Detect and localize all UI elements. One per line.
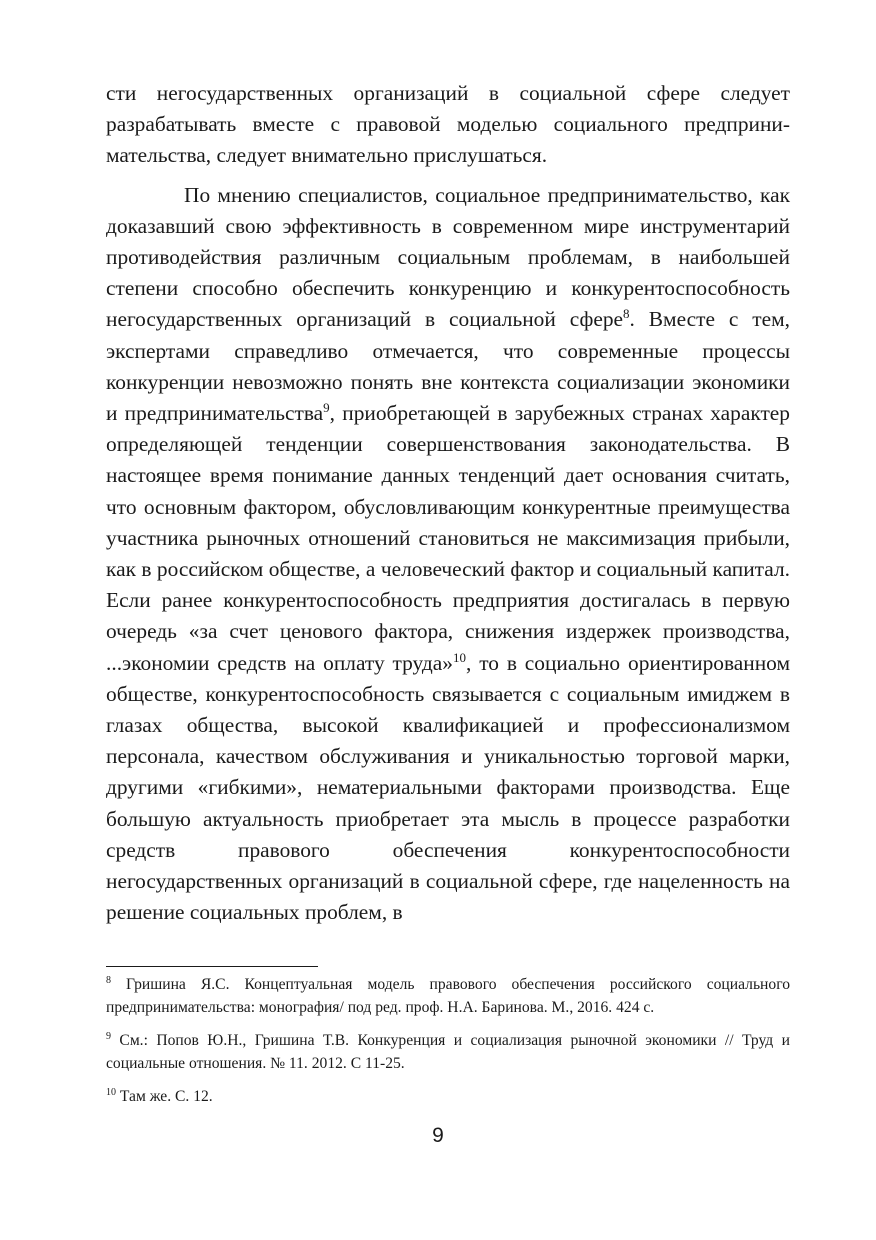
paragraph-continued: сти негосударственных организаций в социальной сфере следует разрабатывать вместе с правовой моделью социального предпринимательства, следует внимательно прислушаться. — [106, 81, 790, 168]
footnote-text: См.: Попов Ю.Н., Гришина Т.В. Конкуренция и социализация рыночной экономики // Труд и социальные отношения. № 11. 2012. С 11-25. — [106, 1032, 790, 1072]
footnote — [106, 1029, 790, 1075]
footnote-marker: 8 — [106, 975, 111, 986]
page-number: 9 — [432, 1124, 444, 1147]
footnote — [106, 1085, 790, 1108]
footnotes — [106, 973, 790, 1118]
footnote-text: Гришина Я.С. Концептуальная модель правового обеспечения российского социального предпринимательства: монография/ под ред. проф. Н.А. Баринова. М., 2016. 424 с. — [106, 976, 790, 1016]
footnote-ref[interactable]: 10 — [452, 649, 466, 665]
footnote-ref[interactable]: 9 — [323, 400, 330, 416]
footnote — [106, 973, 790, 1019]
footnote-ref[interactable]: 8 — [623, 306, 630, 322]
paragraph-text: , приобретающей в зарубежных странах характер определяющей тенденции совершенствования законодательства. В настоящее время понимание данных тенденций дает основания считать, что основным фактором, обусловливающим конкурентные преимущества участника рыночных отношений становиться не максимизация прибыли, как в российском обществе, а человеческий фактор и социальный капитал. Если ранее конкурентоспособность предприятия достигалась в первую очередь «за счет ценового фактора, снижения издержек производства, ...экономии средств на оплату труда» — [106, 401, 790, 675]
paragraph-text: , то в социально ориентированном обществе, конкурентоспособность связывается с социальным имиджем в глазах общества, высокой квалификацией и профессионализмом персонала, качеством обслуживания и уникальностью торговой марки, другими «гибкими», нематериальными факторами производства. Еще большую актуальность приобретает эта мысль в процессе разработки средств правового обеспечения конкурентоспособности негосударственных организаций в социальной сфере, где нацеленность на решение социальных проблем, в — [106, 650, 790, 925]
footnote-marker: 10 — [106, 1087, 116, 1098]
paragraph-text: По мнению специалистов, социальное предпринимательство, как доказавший свою эффективность в современном мире инструментарий противодействия различным социальным проблемам, в наибольшей степени способно обеспечить конкуренцию и конкурентоспособность негосударственных организаций в социальной сфере — [106, 182, 790, 332]
paragraph-text: . Вместе с тем, экспертами справедливо отмечается, что современные процессы конкуренции невозможно понять вне контекста социализации экономики и предпринимательства — [106, 307, 791, 426]
footnote-separator — [106, 966, 318, 967]
main-text — [106, 78, 790, 928]
footnote-marker: 9 — [106, 1031, 111, 1042]
footnote-text: Там же. С. 12. — [116, 1088, 213, 1105]
paragraph-main — [106, 180, 790, 929]
